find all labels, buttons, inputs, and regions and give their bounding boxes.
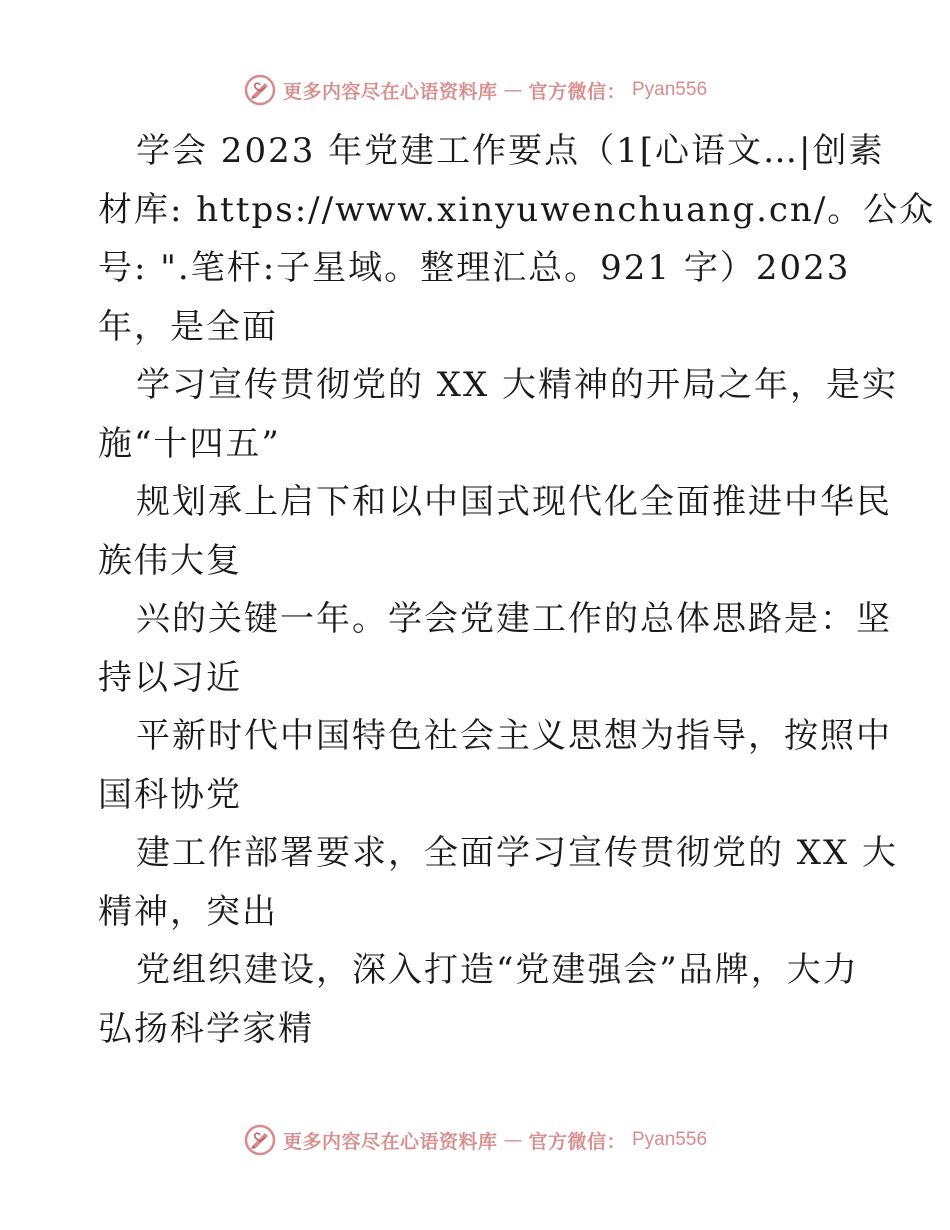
pen-heart-logo-icon: [243, 73, 277, 107]
watermark-separator: —: [503, 79, 523, 101]
watermark-separator: —: [503, 1129, 523, 1151]
body-line: 材库: https://www.xinyuwenchuang.cn/。公众: [98, 189, 936, 230]
body-line: 平新时代中国特色社会主义思想为指导，按照中: [136, 716, 892, 756]
body-line: 规划承上启下和以中国式现代化全面推进中华民: [136, 482, 892, 522]
body-line: 施“十四五”: [98, 423, 281, 464]
watermark-wechat-label: 官方微信：: [528, 80, 626, 103]
body-line: 弘扬科学家精: [98, 1008, 314, 1049]
body-line: 党组织建设，深入打造“党建强会”品牌，大力: [136, 950, 859, 990]
body-line: 兴的关键一年。学会党建工作的总体思路是：坚: [136, 599, 892, 639]
watermark-brand: 更多内容尽在心语资料库: [282, 80, 498, 103]
body-line: 年，是全面: [98, 306, 278, 347]
body-line: 号: ".笔杆:子星域。整理汇总。921 字）2023: [98, 248, 851, 288]
body-line: 族伟大复: [98, 540, 242, 581]
watermark-wechat-id: Pyan556: [632, 1129, 708, 1150]
watermark-wechat-label: 官方微信：: [528, 1130, 626, 1153]
body-line: 建工作部署要求，全面学习宣传贯彻党的 XX 大: [136, 833, 899, 873]
body-line: 精神，突出: [98, 891, 278, 932]
body-line: 学会 2023 年党建工作要点（1[心语文…|创素: [136, 131, 885, 171]
body-line: 学习宣传贯彻党的 XX 大精神的开局之年，是实: [136, 365, 899, 405]
watermark-brand: 更多内容尽在心语资料库: [282, 1130, 498, 1153]
pen-heart-logo-icon: [243, 1123, 277, 1157]
body-line: 国科协党: [98, 774, 242, 815]
body-line: 持以习近: [98, 657, 242, 698]
watermark-wechat-id: Pyan556: [632, 79, 708, 100]
header-watermark: [0, 70, 950, 110]
footer-watermark: [0, 1120, 950, 1160]
document-body: [98, 122, 936, 1058]
